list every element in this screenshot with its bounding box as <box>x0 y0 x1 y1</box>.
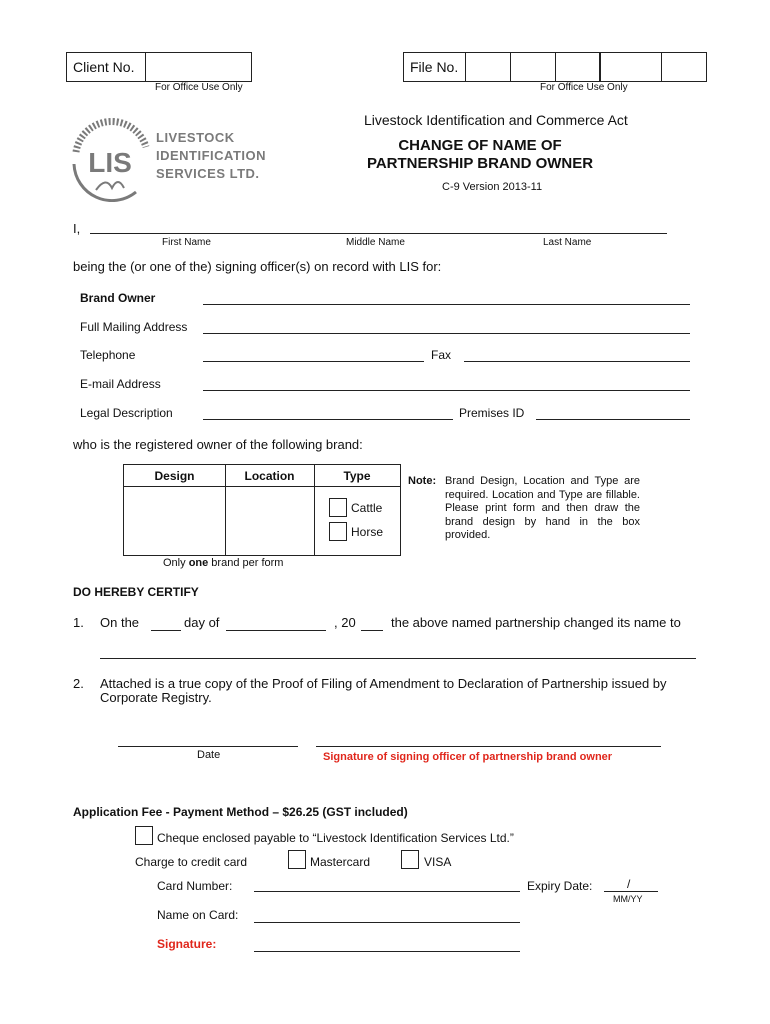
brand-table-caption <box>163 557 283 569</box>
email-field[interactable] <box>203 390 690 391</box>
file-no-box <box>403 52 707 82</box>
brand-owner-label: Brand Owner <box>80 291 156 305</box>
cheque-label: Cheque enclosed payable to “Livestock Identification Services Ltd.” <box>157 831 514 845</box>
caption-bold: one <box>188 557 209 569</box>
file-no-label: File No. <box>410 59 459 75</box>
logo-line-2: IDENTIFICATION <box>156 148 267 163</box>
office-use-right: For Office Use Only <box>540 82 628 93</box>
act-title: Livestock Identification and Commerce Act <box>364 112 628 128</box>
file-no-cell-1[interactable] <box>465 53 510 81</box>
note-label: Note: <box>408 475 437 487</box>
charge-label: Charge to credit card <box>135 855 248 869</box>
mastercard-checkbox[interactable] <box>288 850 306 869</box>
expiry-format-label: MM/YY <box>613 894 643 904</box>
horse-checkbox[interactable] <box>329 522 347 541</box>
design-header: Design <box>154 469 195 483</box>
year-field[interactable] <box>361 630 383 631</box>
card-number-label: Card Number: <box>157 879 233 893</box>
type-header: Type <box>343 469 371 483</box>
expiry-slash: / <box>627 877 631 891</box>
item-2-number: 2. <box>73 676 84 691</box>
client-no-label: Client No. <box>73 59 135 75</box>
brand-table <box>123 464 401 556</box>
expiry-label: Expiry Date: <box>527 879 593 893</box>
officer-signature-label: Signature of signing officer of partnership brand owner <box>323 751 613 763</box>
logo-line-1: LIVESTOCK <box>156 130 235 145</box>
item-1-number: 1. <box>73 615 84 630</box>
name-prefix: I, <box>73 221 81 236</box>
form-title-line-2: PARTNERSHIP BRAND OWNER <box>366 155 594 172</box>
fax-label: Fax <box>431 348 452 362</box>
visa-checkbox[interactable] <box>401 850 419 869</box>
horse-label: Horse <box>351 525 384 539</box>
certify-heading: DO HEREBY CERTIFY <box>73 585 199 599</box>
payment-heading: Application Fee - Payment Method – $26.25 (GST included) <box>73 805 408 819</box>
cheque-checkbox[interactable] <box>135 826 153 845</box>
file-no-cell-4[interactable] <box>599 53 661 81</box>
email-label: E-mail Address <box>80 377 161 391</box>
telephone-field[interactable] <box>203 361 424 362</box>
fax-field[interactable] <box>464 361 690 362</box>
item-1-on-the: On the <box>100 615 140 630</box>
day-field[interactable] <box>151 630 181 631</box>
registered-owner-text: who is the registered owner of the following brand: <box>73 437 363 452</box>
design-cell[interactable] <box>124 487 225 555</box>
mastercard-label: Mastercard <box>310 855 371 869</box>
client-no-field[interactable] <box>146 53 250 81</box>
brand-owner-field[interactable] <box>203 304 690 305</box>
mailing-address-label: Full Mailing Address <box>80 320 188 334</box>
cattle-checkbox[interactable] <box>329 498 347 517</box>
note-text: Brand Design, Location and Type are required. Location and Type are fillable. Please print form and then draw the brand design by hand in the box provided. <box>445 475 640 541</box>
name-on-card-label: Name on Card: <box>157 908 239 922</box>
legal-description-label: Legal Description <box>80 406 173 420</box>
item-1-day-of: day of <box>184 615 220 630</box>
legal-description-field[interactable] <box>203 419 453 420</box>
name-on-card-field[interactable] <box>254 922 520 923</box>
caption-pre: Only <box>163 557 189 569</box>
premises-id-field[interactable] <box>536 419 690 420</box>
form-title-line-1: CHANGE OF NAME OF <box>398 137 562 154</box>
month-field[interactable] <box>226 630 326 631</box>
file-no-cell-3[interactable] <box>555 53 600 81</box>
premises-id-label: Premises ID <box>459 406 525 420</box>
middle-name-label: Middle Name <box>346 237 405 248</box>
location-cell[interactable] <box>226 487 314 555</box>
new-name-field[interactable] <box>100 658 696 659</box>
file-no-cell-5[interactable] <box>661 53 706 81</box>
client-no-box <box>66 52 252 82</box>
item-2-line-1: Attached is a true copy of the Proof of Filing of Amendment to Declaration of Partnership issued by <box>100 676 667 691</box>
item-2-line-2: Corporate Registry. <box>100 690 212 705</box>
caption-post: brand per form <box>208 557 284 569</box>
mailing-address-field[interactable] <box>203 333 690 334</box>
intro-text: being the (or one of the) signing officer(s) on record with LIS for: <box>73 259 442 274</box>
first-name-label: First Name <box>162 237 211 248</box>
expiry-field[interactable] <box>604 891 658 892</box>
telephone-label: Telephone <box>80 348 136 362</box>
date-label: Date <box>197 749 221 761</box>
item-1-year-prefix: , 20 <box>334 615 356 630</box>
visa-label: VISA <box>424 855 452 869</box>
payment-signature-label: Signature: <box>157 937 217 951</box>
date-field[interactable] <box>118 746 298 747</box>
form-version: C-9 Version 2013-11 <box>442 181 543 193</box>
office-use-left: For Office Use Only <box>155 82 243 93</box>
item-1-changed-text: the above named partnership changed its name to <box>391 615 681 630</box>
cattle-label: Cattle <box>351 501 383 515</box>
location-header: Location <box>244 469 295 483</box>
card-number-field[interactable] <box>254 891 520 892</box>
name-input-line[interactable] <box>90 233 667 234</box>
lis-logo-mark-text: LIS <box>88 147 132 178</box>
file-no-cell-2[interactable] <box>510 53 555 81</box>
officer-signature-field[interactable] <box>316 746 661 747</box>
logo-line-3: SERVICES LTD. <box>156 166 260 181</box>
last-name-label: Last Name <box>543 237 592 248</box>
payment-signature-field[interactable] <box>254 951 520 952</box>
